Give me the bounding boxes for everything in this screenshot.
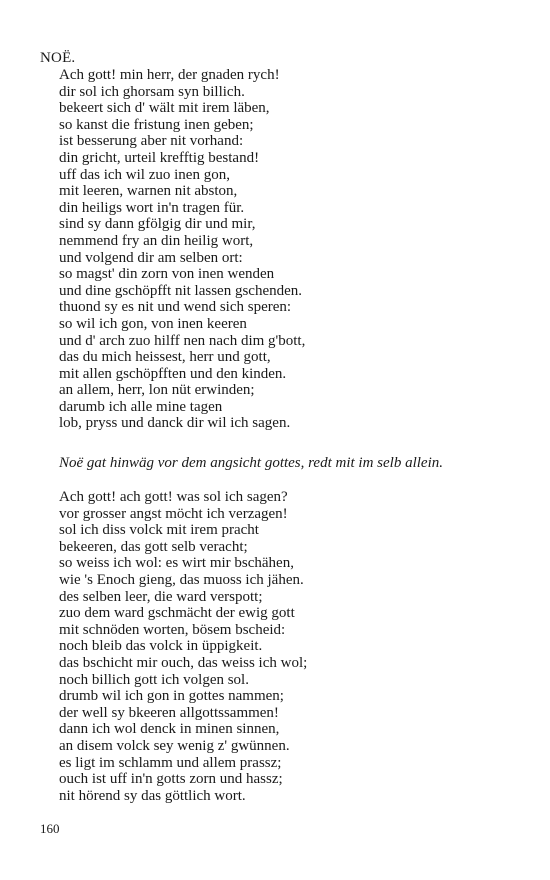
verse-line: sind sy dann gfölgig dir und mir, xyxy=(59,216,256,233)
verse-line: nemmend fry an din heilig wort, xyxy=(59,232,254,249)
verse-line: an allem, herr, lon nüt erwinden; xyxy=(59,382,255,399)
verse-line: drumb wil ich gon in gottes nammen; xyxy=(59,688,284,705)
verse-line: mit allen gschöpfften und den kinden. xyxy=(59,365,287,382)
verse-line: noch bleib das volck in üppigkeit. xyxy=(59,638,263,655)
verse-line: ist besserung aber nit vorhand: xyxy=(59,133,244,150)
verse-line: vor grosser angst möcht ich verzagen! xyxy=(59,505,288,522)
verse-line: sol ich diss volck mit irem pracht xyxy=(59,522,259,539)
verse-line: lob, pryss und danck dir wil ich sagen. xyxy=(59,415,291,432)
verse-line: dann ich wol denck in minen sinnen, xyxy=(59,721,280,738)
verse-line: dir sol ich ghorsam syn billich. xyxy=(59,83,245,100)
verse-block-1 xyxy=(59,67,305,432)
verse-line: thuond sy es nit und wend sich speren: xyxy=(59,299,292,316)
verse-line: ouch ist uff in'n gotts zorn und hassz; xyxy=(59,771,283,788)
verse-line: mit schnöden worten, bösem bscheid: xyxy=(59,621,286,638)
verse-line: so magst' din zorn von inen wenden xyxy=(59,266,275,283)
verse-line: des selben leer, die ward verspott; xyxy=(59,588,263,605)
verse-line: an disem volck sey wenig z' gwünnen. xyxy=(59,737,290,754)
verse-line: und dine gschöpfft nit lassen gschenden. xyxy=(59,282,303,299)
verse-line: Ach gott! min herr, der gnaden rych! xyxy=(59,67,280,83)
verse-line: und d' arch zuo hilff nen nach dim g'bott, xyxy=(59,332,306,349)
verse-line: wie 's Enoch gieng, das muoss ich jähen. xyxy=(59,571,304,588)
verse-line: din heiligs wort in'n tragen für. xyxy=(59,199,245,216)
verse-line: nit hörend sy das göttlich wort. xyxy=(59,787,246,804)
verse-line: bekeert sich d' wält mit irem läben, xyxy=(59,100,270,117)
verse-line: und volgend dir am selben ort: xyxy=(59,249,243,266)
speaker-name: NOË. xyxy=(40,50,76,66)
verse-line: Ach gott! ach gott! was sol ich sagen? xyxy=(59,489,288,505)
verse-line: so wil ich gon, von inen keeren xyxy=(59,315,247,332)
page-number: 160 xyxy=(40,821,60,836)
verse-line: darumb ich alle mine tagen xyxy=(59,398,223,415)
verse-line: bekeeren, das gott selb veracht; xyxy=(59,538,248,555)
verse-line: das du mich heissest, herr und gott, xyxy=(59,349,271,366)
stage-direction: Noë gat hinwäg vor dem angsicht gottes, redt mit im selb allein. xyxy=(59,455,443,471)
verse-line: so weiss ich wol: es wirt mir bschähen, xyxy=(59,555,294,572)
verse-line: mit leeren, warnen nit abston, xyxy=(59,183,238,200)
verse-line: das bschicht mir ouch, das weiss ich wol; xyxy=(59,654,308,671)
verse-line: es ligt im schlamm und allem prassz; xyxy=(59,754,282,771)
verse-line: noch billich gott ich volgen sol. xyxy=(59,671,249,688)
verse-line: din gricht, urteil krefftig bestand! xyxy=(59,149,260,166)
verse-block-2 xyxy=(59,489,307,804)
verse-line: so kanst die fristung inen geben; xyxy=(59,116,254,133)
verse-line: der well sy bkeeren allgottssammen! xyxy=(59,704,279,721)
verse-line: zuo dem ward gschmächt der ewig gott xyxy=(59,605,295,622)
verse-line: uff das ich wil zuo inen gon, xyxy=(59,166,230,183)
